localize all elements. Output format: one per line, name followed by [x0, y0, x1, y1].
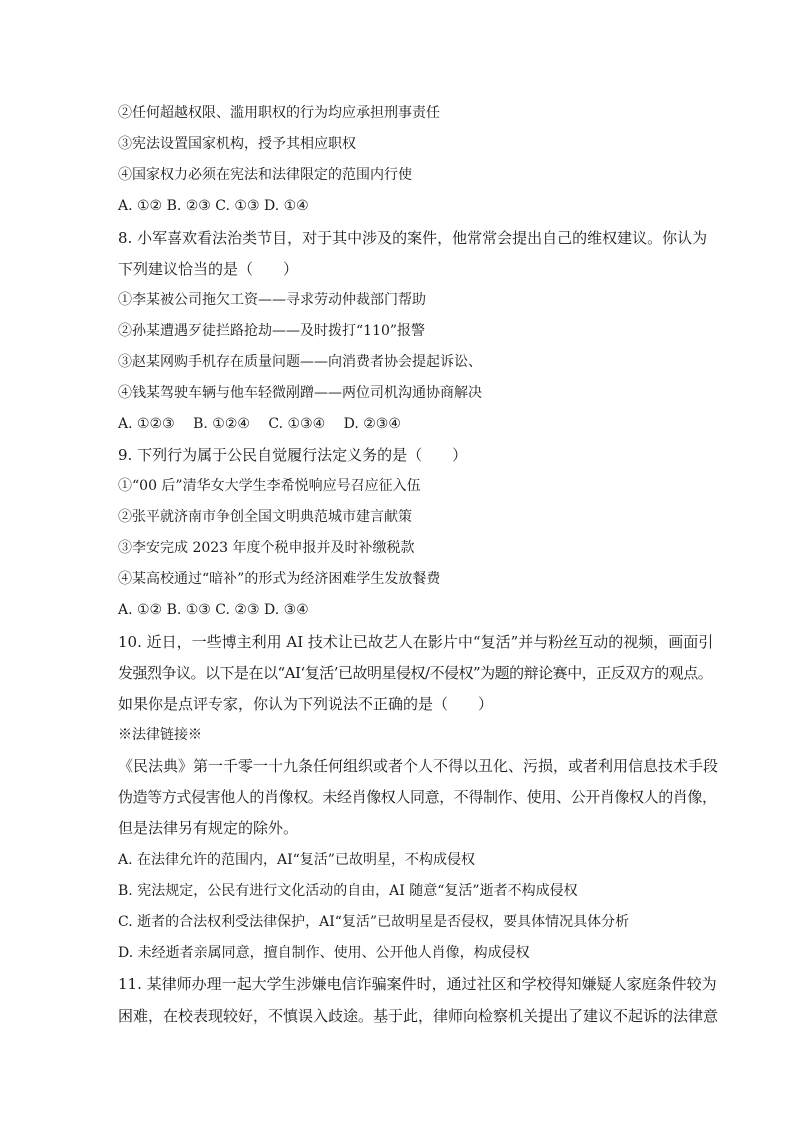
q7-item-3: ③宪法设置国家机构，授予其相应职权	[118, 136, 356, 152]
q10-stem-line-2: 发强烈争议。以下是在以“AI‘复活’已故明星侵权/不侵权”为题的辩论赛中，正反双方的观点。	[118, 664, 713, 682]
q10-option-b: B. 宪法规定，公民有进行文化活动的自由，AI 随意“复活”逝者不构成侵权	[118, 883, 578, 899]
q9-stem: 9. 下列行为属于公民自觉履行法定义务的是（ ）	[118, 446, 468, 464]
q8-item-2: ②孙某遭遇歹徒拦路抢劫——及时拨打“110”报警	[118, 323, 426, 339]
q10-option-a: A. 在法律允许的范围内，AI“复活”已故明星，不构成侵权	[118, 852, 475, 868]
q8-item-1: ①李某被公司拖欠工资——寻求劳动仲裁部门帮助	[118, 292, 426, 308]
q10-law-line-2: 伪造等方式侵害他人的肖像权。未经肖像权人同意，不得制作、使用、公开肖像权人的肖像，	[118, 788, 717, 806]
q9-item-4: ④某高校通过“暗补”的形式为经济困难学生发放餐费	[118, 571, 441, 587]
q10-law-line-1: 《民法典》第一千零一十九条任何组织或者个人不得以丑化、污损，或者利用信息技术手段	[118, 757, 719, 775]
q10-option-c: C. 逝者的合法权利受法律保护，AI“复活”已故明星是否侵权，要具体情况具体分析	[118, 914, 630, 930]
q8-stem-line-1: 8. 小军喜欢看法治类节目，对于其中涉及的案件，他常常会提出自己的维权建议。你认为	[118, 229, 708, 247]
q10-option-d: D. 未经逝者亲属同意，擅自制作、使用、公开他人肖像，构成侵权	[118, 945, 530, 961]
q8-item-4: ④钱某驾驶车辆与他车轻微剐蹭——两位司机沟通协商解决	[118, 385, 482, 401]
q9-item-2: ②张平就济南市争创全国文明典范城市建言献策	[118, 509, 412, 525]
q10-law-line-3: 但是法律另有规定的除外。	[118, 819, 299, 837]
q8-item-3: ③赵某网购手机存在质量问题——向消费者协会提起诉讼、	[118, 354, 482, 370]
q9-item-1: ①“00 后”清华女大学生李希悦响应号召应征入伍	[118, 478, 421, 494]
q8-stem-line-2: 下列建议恰当的是（ ）	[118, 260, 299, 278]
q10-law-link-title: ※法律链接※	[118, 727, 202, 743]
q7-options: A. ①② B. ②③ C. ①③ D. ①④	[118, 198, 309, 214]
q11-stem-line-1: 11. 某律师办理一起大学生涉嫌电信诈骗案件时，通过社区和学校得知嫌疑人家庭条件较为	[118, 975, 717, 993]
q10-stem-line-3: 如果你是点评专家，你认为下列说法不正确的是（ ）	[118, 695, 494, 713]
q9-options: A. ①② B. ①③ C. ②③ D. ③④	[118, 602, 309, 618]
q10-stem-line-1: 10. 近日，一些博主利用 AI 技术让已故艺人在影片中“复活”并与粉丝互动的视频，画面引	[118, 633, 714, 651]
q8-options: A. ①②③ B. ①②④ C. ①③④ D. ②③④	[118, 416, 401, 432]
q9-item-3: ③李安完成 2023 年度个税申报并及时补缴税款	[118, 540, 415, 556]
q7-item-4: ④国家权力必须在宪法和法律限定的范围内行使	[118, 167, 412, 183]
q11-stem-line-2: 困难，在校表现较好，不慎误入歧途。基于此，律师向检察机关提出了建议不起诉的法律意	[118, 1007, 719, 1025]
q7-item-2: ②任何超越权限、滥用职权的行为均应承担刑事责任	[118, 105, 440, 121]
